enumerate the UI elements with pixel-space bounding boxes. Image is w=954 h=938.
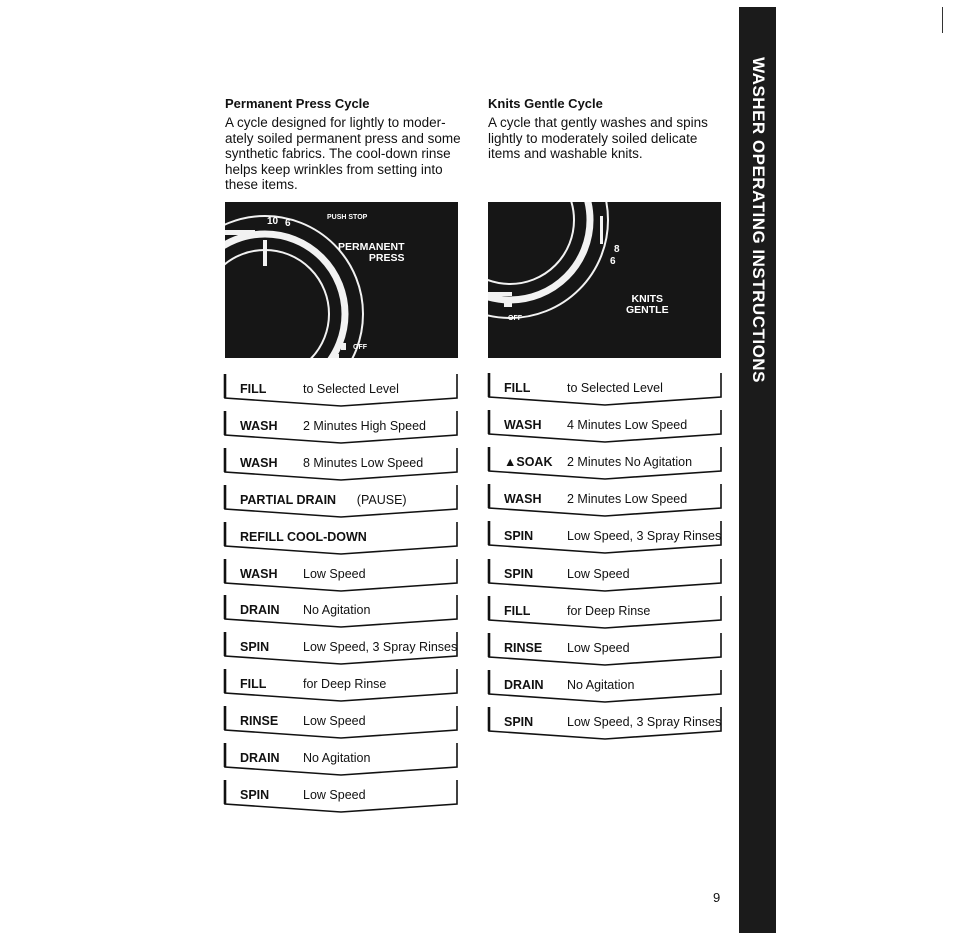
step-description: Low Speed, 3 Spray Rinses [567,714,722,729]
description-line: A cycle that gently washes and spins [488,115,708,130]
cycle-step [223,631,459,665]
cycle-step [487,483,723,517]
description-line: items and washable knits. [488,146,643,161]
dial-push-stop: PUSH STOP [327,214,368,221]
cycle-step [487,372,723,406]
description-line: lightly to moderately soiled delicate [488,130,698,146]
step-description: for Deep Rinse [303,677,387,692]
step-name: FILL [504,381,531,395]
step-name: DRAIN [240,603,280,618]
step-description: for Deep Rinse [567,603,651,618]
description-line: ately soiled permanent press and some [225,130,461,146]
cycle-step [223,558,459,592]
cycle-step [487,595,723,629]
step-description: to Selected Level [303,382,399,396]
step-name: WASH [240,418,278,433]
cycle-step [487,409,723,443]
step-name: SPIN [240,787,270,802]
step-description: Low Speed [303,787,366,802]
dial-knob-graphic [225,202,458,358]
cycle-step [223,594,459,628]
dial-number-10: 10 [267,216,279,227]
knits-gentle-description [488,115,708,162]
step-description: Low Speed [303,566,366,581]
permanent-press-description [225,115,461,193]
step-description: Low Speed, 3 Spray Rinses [567,529,722,544]
dial-cycle-label-line: PRESS [368,252,405,264]
step-description: to Selected Level [567,381,663,395]
step-description: Low Speed [303,714,366,729]
step-name: FILL [504,603,531,618]
sidebar-title: WASHER OPERATING INSTRUCTIONS [749,57,768,383]
step-name: WASH [240,455,278,470]
step-description: 4 Minutes Low Speed [567,418,688,433]
page-number: 9 [713,890,721,905]
permanent-press-dial-image [225,202,458,358]
step-description: 2 Minutes No Agitation [567,455,693,470]
dial-cycle-label-line: KNITS [631,293,664,305]
step-description: 8 Minutes Low Speed [303,455,424,470]
step-name: WASH [504,492,542,507]
knits-gentle-dial-image [488,202,721,358]
cycle-step [223,521,459,555]
description-line: helps keep wrinkles from setting into [225,161,443,177]
step-description: Low Speed, 3 Spray Rinses [303,640,458,655]
cycle-step [223,705,459,739]
cycle-step [223,410,459,444]
step-name: PARTIAL DRAIN [240,492,337,507]
cycle-step [223,779,459,813]
cycle-step [223,373,459,407]
cycle-step [487,632,723,666]
description-line: synthetic fabrics. The cool-down rinse [225,146,451,161]
dial-cycle-label [626,294,669,316]
step-description: No Agitation [303,751,371,765]
step-name: REFILL COOL-DOWN [240,529,367,544]
step-name: RINSE [240,714,279,729]
step-name: SPIN [504,714,534,729]
step-description: 2 Minutes High Speed [303,418,426,433]
dial-number-8: 8 [614,244,620,255]
step-name: SPIN [240,640,270,655]
dial-off-label: OFF [353,344,367,351]
permanent-press-title: Permanent Press Cycle [225,96,370,111]
edge-mark [942,7,943,33]
dial-number-6: 6 [610,256,616,267]
step-description: Low Speed [567,640,630,655]
description-line: A cycle designed for lightly to moder- [225,115,446,130]
cycle-step [487,706,723,740]
cycle-step [223,447,459,481]
step-name: ▲SOAK [504,455,553,470]
dial-number-6: 6 [285,218,291,229]
step-description: No Agitation [303,603,371,618]
cycle-step [487,669,723,703]
cycle-step [487,520,723,554]
cycle-step [487,446,723,480]
description-line: these items. [225,177,298,192]
step-description: Low Speed [567,566,630,581]
step-name: DRAIN [504,677,544,692]
step-name: DRAIN [240,751,280,765]
cycle-step [223,742,459,776]
step-description: No Agitation [567,677,635,692]
cycle-step [487,558,723,592]
step-name: SPIN [504,529,534,544]
dial-cycle-label [338,242,405,264]
step-name: WASH [504,418,542,433]
dial-off-label: OFF [508,315,522,322]
step-name: FILL [240,677,267,692]
step-name: FILL [240,382,267,396]
knits-gentle-title: Knits Gentle Cycle [488,96,603,111]
step-name: SPIN [504,566,534,581]
cycle-step [223,668,459,702]
step-description: 2 Minutes Low Speed [567,492,688,507]
dial-cycle-label-line: GENTLE [626,304,669,316]
dial-knob-graphic [488,202,721,358]
step-name: WASH [240,566,278,581]
step-description: (PAUSE) [356,492,407,507]
cycle-step [223,484,459,518]
dial-cycle-label-line: PERMANENT [338,241,405,253]
step-name: RINSE [504,640,543,655]
